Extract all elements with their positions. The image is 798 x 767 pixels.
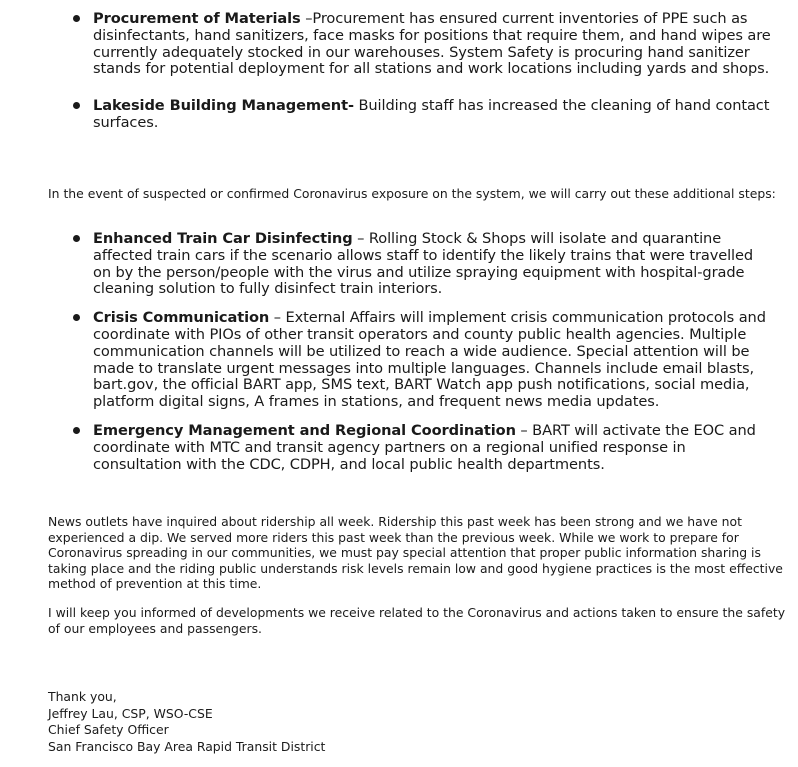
- signature-name: Jeffrey Lau, CSP, WSO-CSE: [48, 705, 213, 721]
- intro-paragraph: In the event of suspected or confirmed Coronavirus exposure on the system, we will carry out these additional steps:: [48, 186, 776, 201]
- list-item: [0, 231, 798, 298]
- bullet-icon: [73, 15, 80, 22]
- list-item: [0, 310, 798, 411]
- bullet-icon: [73, 235, 80, 242]
- news-paragraph: News outlets have inquired about ridership all week. Ridership this past week has been strong and we have not experienced a dip. We served more riders this past week than the previous week. While we work to prepare for Coronavirus spreading in our communities, we must pay special attention that proper public information sharing is taking place and the riding public understands risk levels remain low and good hygiene practices is the most effective method of prevention at this time.: [48, 514, 783, 592]
- signature-greeting: Thank you,: [48, 689, 117, 704]
- bullet-icon: [73, 102, 80, 109]
- signature-title: Chief Safety Officer: [48, 722, 169, 737]
- bullet-title: Crisis Communication: [93, 309, 270, 327]
- bullet-title: Procurement of Materials: [93, 10, 301, 27]
- bullet-text: – External Affairs will implement crisis communication protocols and coordinate with PIOs of other transit operators and county public health agencies. Multiple communication channels will be utilized to reach a wide audience. Special attention will be made to translate urgent messages into multiple languages. Channels include email blasts, bart.gov, the official BART app, SMS text, BART Watch app push notifications, social media, platform digital signs, A frames in stations, and frequent news media updates.: [93, 309, 766, 411]
- bullet-icon: [73, 427, 80, 434]
- closing-paragraph: I will keep you informed of developments we receive related to the Coronavirus and actions taken to ensure the safety of our employees and passengers.: [48, 605, 786, 636]
- bullet-text: Building staff has increased the cleaning of hand contact surfaces.: [93, 97, 770, 131]
- bullet-text: – Rolling Stock & Shops will isolate and quarantine affected train cars if the scenario allows staff to identify the likely trains that were travelled on by the person/people with the virus and utilize spraying equipment with hospital-grade cleaning solution to fully disinfect train interiors.: [93, 230, 754, 298]
- bullet-title: Lakeside Building Management-: [93, 97, 354, 115]
- bullet-icon: [73, 314, 80, 321]
- steps-bullet-list: [0, 231, 798, 473]
- divider: [62, 663, 162, 665]
- bullet-text: –Procurement has ensured current inventories of PPE such as disinfectants, hand sanitizers, face masks for positions that require them, and hand wipes are currently adequately stocked in our warehouses. System Safety is procuring hand sanitizer stands for potential deployment for all stations and work locations including yards and shops.: [93, 10, 771, 78]
- bullet-title: Emergency Management and Regional Coordination: [93, 421, 516, 439]
- materials-bullet-list: [0, 11, 798, 132]
- list-item: [0, 423, 798, 473]
- signature-block: [48, 689, 788, 755]
- bullet-title: Enhanced Train Car Disinfecting: [93, 230, 353, 247]
- bullet-text: – BART will activate the EOC and coordinate with MTC and transit agency partners on a regional unified response in consultation with the CDC, CDPH, and local public health departments.: [93, 421, 756, 473]
- list-item: [0, 11, 798, 78]
- signature-organization: San Francisco Bay Area Rapid Transit District: [48, 738, 326, 754]
- list-item: [0, 98, 798, 132]
